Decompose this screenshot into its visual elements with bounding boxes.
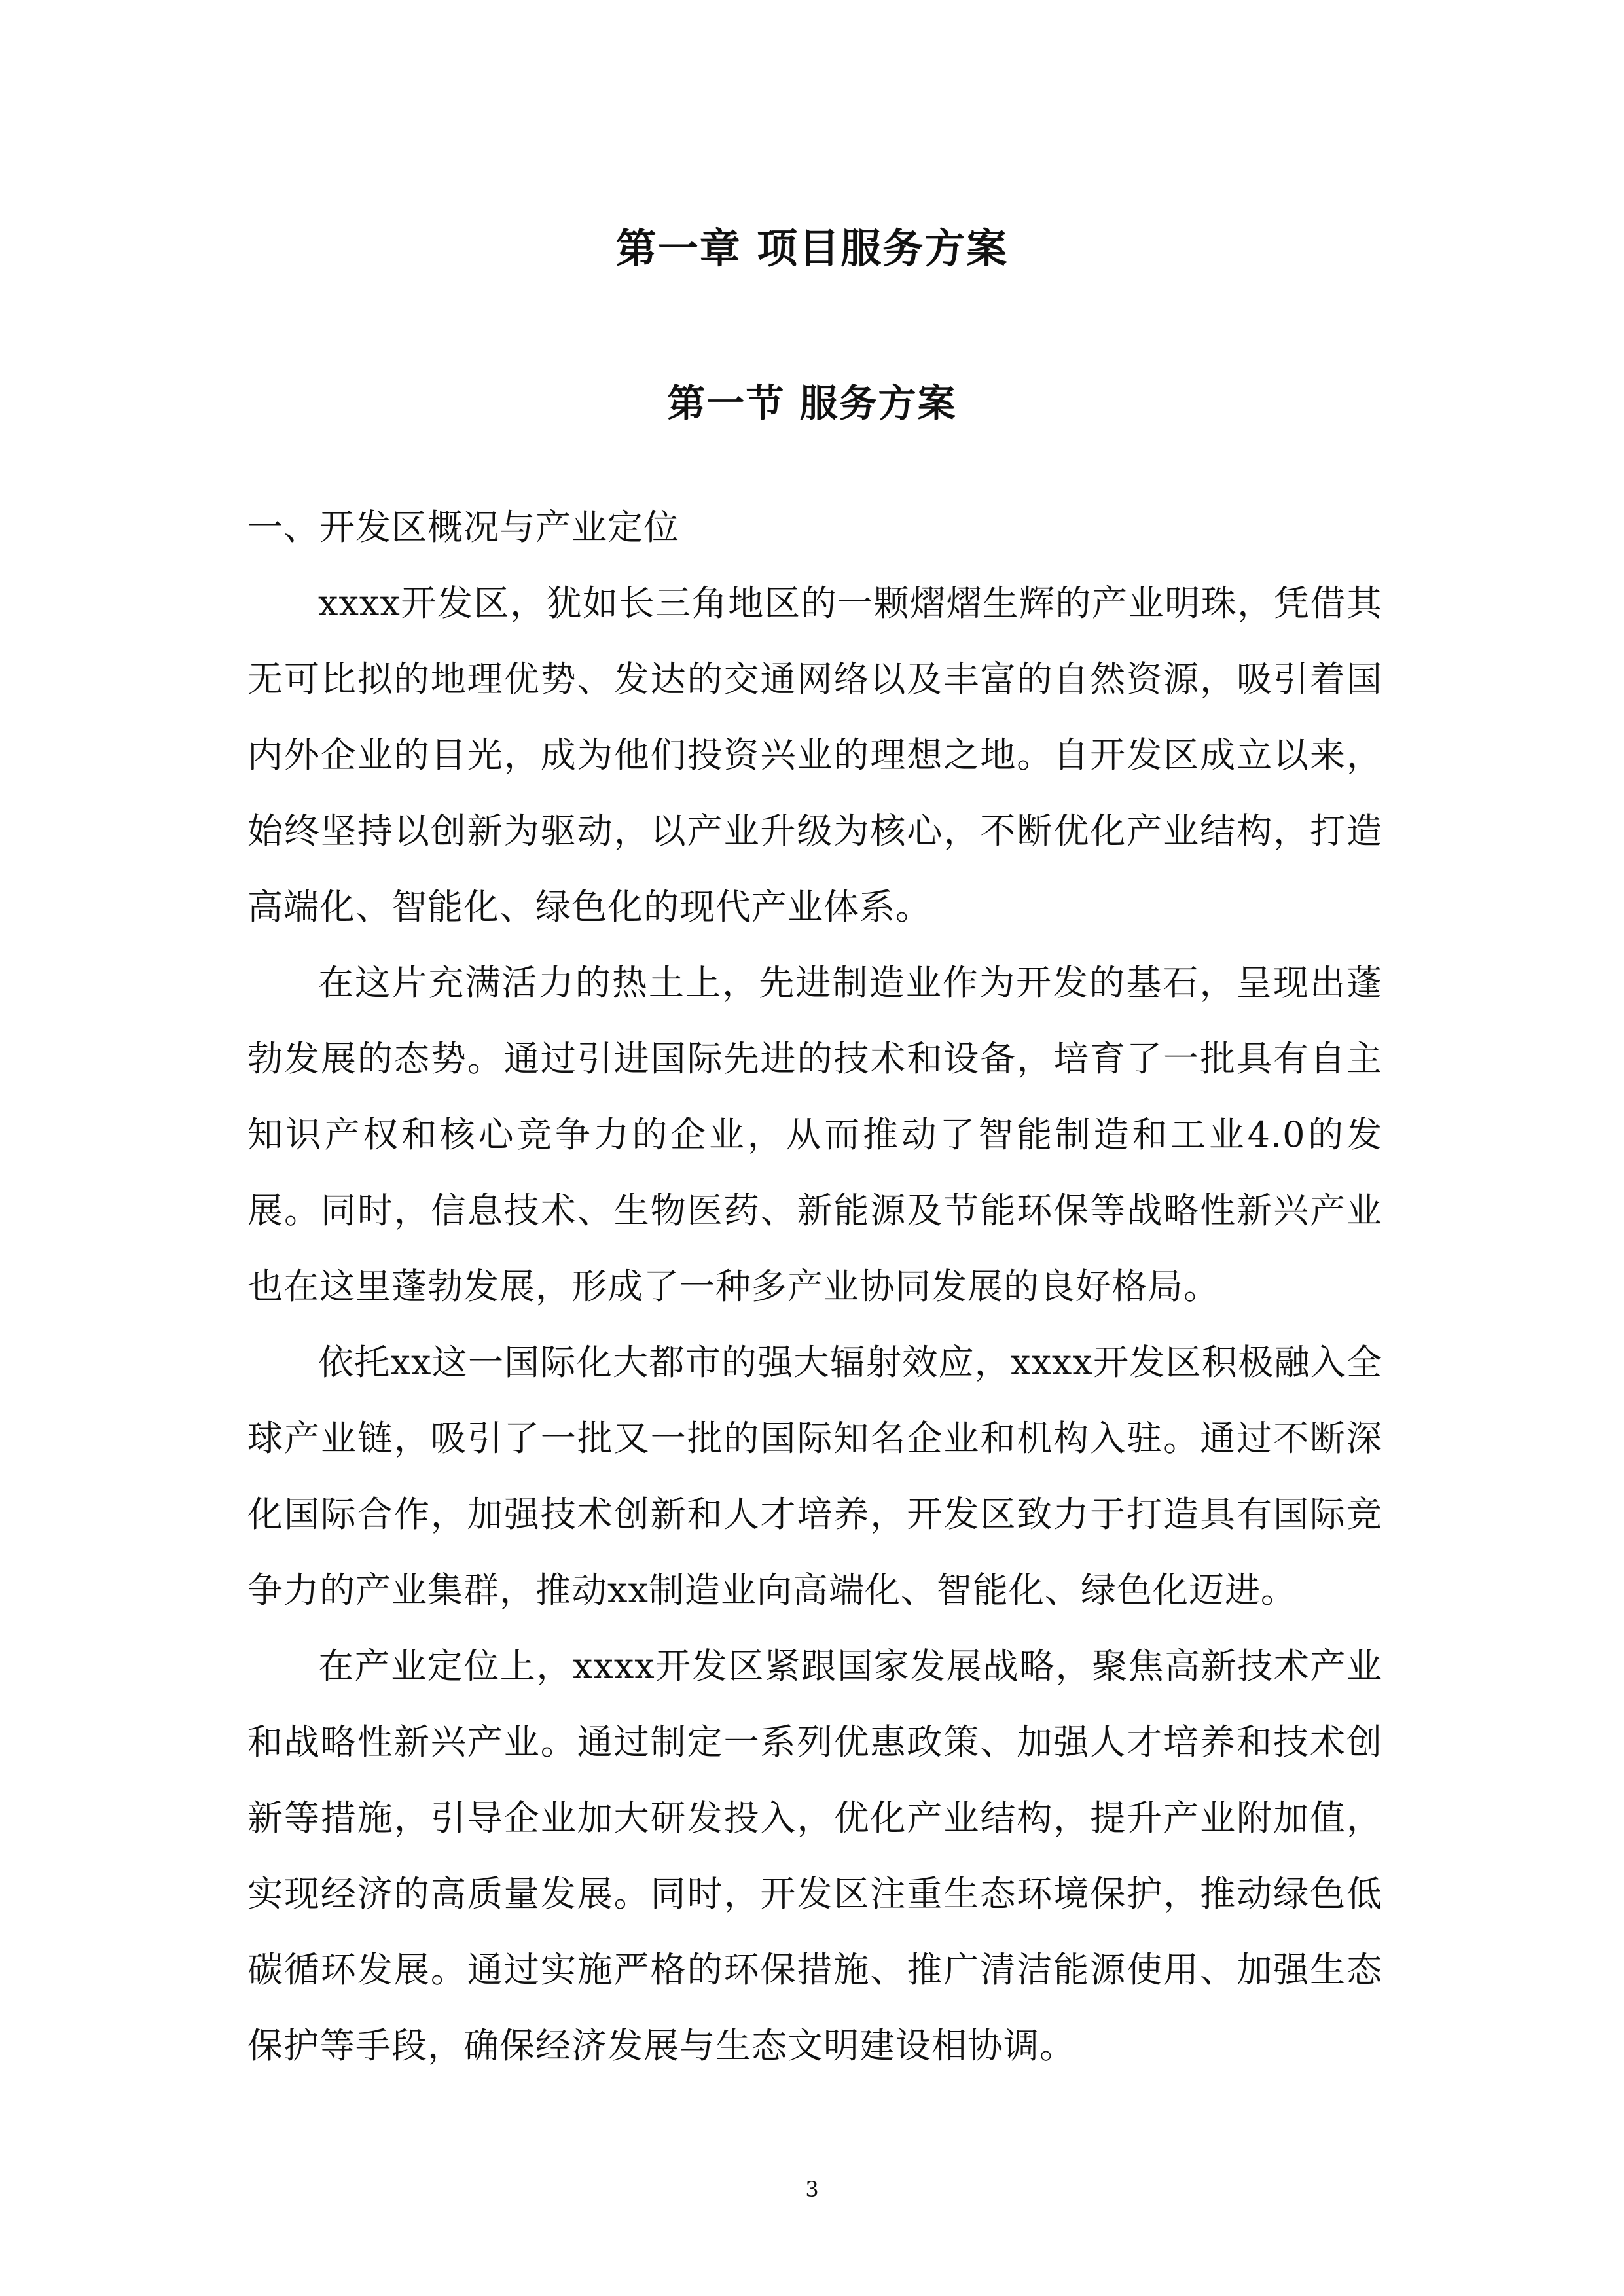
section-title: 第一节 服务方案 <box>667 381 957 426</box>
paragraph-3: 依托xx这一国际化大都市的强大辐射效应，xxxx开发区积极融入全球产业链，吸引了一批又一批的国际知名企业和机构入驻。通过不断深化国际合作，加强技术创新和人才培养，开发区致力于打造具有国际竞争力的产业集群，推动xx制造业向高端化、智能化、绿色化迈进。 <box>247 1342 1382 1611</box>
paragraph-2: 在这片充满活力的热土上，先进制造业作为开发的基石，呈现出蓬勃发展的态势。通过引进国际先进的技术和设备，培育了一批具有自主知识产权和核心竞争力的企业，从而推动了智能制造和工业4.0的发展。同时，信息技术、生物医药、新能源及节能环保等战略性新兴产业也在这里蓬勃发展，形成了一种多产业协同发展的良好格局。 <box>247 962 1382 1307</box>
chapter-title: 第一章 项目服务方案 <box>615 224 1009 272</box>
paragraph-1: xxxx开发区，犹如长三角地区的一颗熠熠生辉的产业明珠，凭借其无可比拟的地理优势、发达的交通网络以及丰富的自然资源，吸引着国内外企业的目光，成为他们投资兴业的理想之地。自开发区成立以来，始终坚持以创新为驱动，以产业升级为核心，不断优化产业结构，打造高端化、智能化、绿色化的现代产业体系。 <box>247 583 1382 927</box>
paragraph-4: 在产业定位上，xxxx开发区紧跟国家发展战略，聚焦高新技术产业和战略性新兴产业。通过制定一系列优惠政策、加强人才培养和技术创新等措施，引导企业加大研发投入，优化产业结构，提升产业附加值，实现经济的高质量发展。同时，开发区注重生态环境保护，推动绿色低碳循环发展。通过实施严格的环保措施、推广清洁能源使用、加强生态保护等手段，确保经济发展与生态文明建设相协调。 <box>247 1645 1382 2066</box>
page-number: 3 <box>805 2177 819 2202</box>
body-text <box>247 490 1382 2084</box>
subsection-heading: 一、开发区概况与产业定位 <box>247 507 679 548</box>
